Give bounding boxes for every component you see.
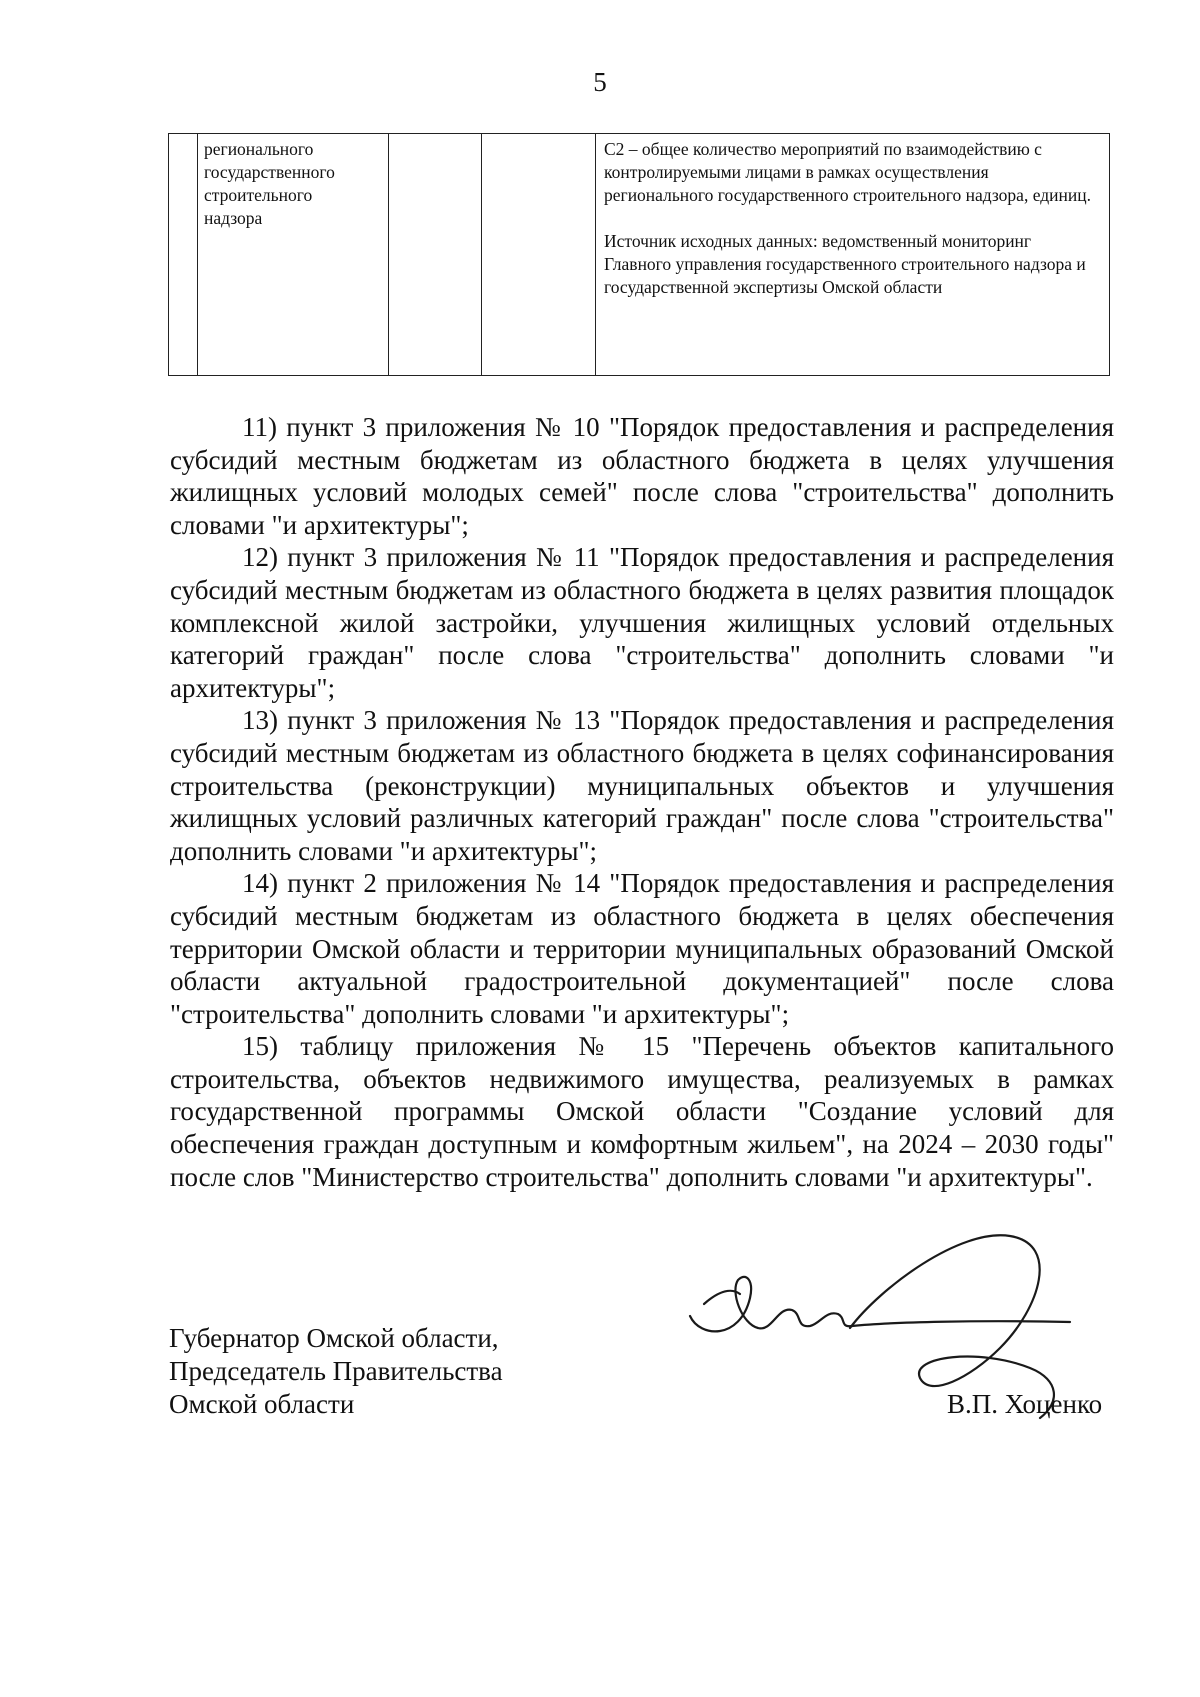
signatory-title-line: Председатель Правительства [169,1356,503,1386]
amendment-item-12: 12) пункт 3 приложения № 11 "Порядок предоставления и распределения субсидий местным бюджетам из областного бюджета в целях развития площадок комплексной жилой застройки, улучшения жилищных условий отдельных категорий граждан" после слова "строительства" дополнить словами "и архитектуры"; [170,542,1114,703]
amendment-item-11: 11) пункт 3 приложения № 10 "Порядок предоставления и распределения субсидий местным бюджетам из областного бюджета в целях улучшения жилищных условий молодых семей" после слова "строительства" дополнить словами "и архитектуры"; [170,412,1114,540]
table-cell-method [596,134,1110,376]
page-number: 5 [593,67,607,97]
amendment-item-15: 15) таблицу приложения № 15 "Перечень объектов капитального строительства, объектов недвижимого имущества, реализуемых в рамках государственной программы Омской области "Создание условий для обеспечения граждан доступным и комфортным жильем", на 2024 – 2030 годы" после слов "Министерство строительства" дополнить словами "и архитектуры". [170,1031,1114,1192]
amendments-text [170,411,1114,1193]
signatory-title-line: Омской области [169,1389,355,1419]
data-source-note: Источник исходных данных: ведомственный мониторинг Главного управления государственного строительного надзора и государственной экспертизы Омской области [604,231,1086,297]
table-cell-indicator-name [198,134,389,376]
signatory-title [169,1322,503,1421]
table-cell-unit [389,134,482,376]
continuation-table [168,133,1110,376]
table-cell-number [169,134,198,376]
indicator-name-line: надзора [204,208,263,228]
indicator-name-line: регионального [204,139,314,159]
indicator-name-line: строительного [204,185,313,205]
indicator-definition: С2 – общее количество мероприятий по взаимодействию с контролируемыми лицами в рамках осуществления регионального государственного строительного надзора, единиц. [604,139,1091,205]
table-row [169,134,1110,376]
amendment-item-13: 13) пункт 3 приложения № 13 "Порядок предоставления и распределения субсидий местным бюджетам из областного бюджета в целях софинансирования строительства (реконструкции) муниципальных объектов и улучшения жилищных условий различных категорий граждан" после слова "строительства" дополнить словами "и архитектуры"; [170,705,1114,866]
table-cell-value [482,134,596,376]
signatory-name: В.П. Хоценко [947,1389,1103,1419]
amendment-item-14: 14) пункт 2 приложения № 14 "Порядок предоставления и распределения субсидий местным бюджетам из областного бюджета в целях обеспечения территории Омской области и территории муниципальных образований Омской области актуальной градостроительной документацией" после слова "строительства" дополнить словами "и архитектуры"; [170,868,1114,1029]
indicator-name-line: государственного [204,162,335,182]
signatory-title-line: Губернатор Омской области, [169,1323,499,1353]
